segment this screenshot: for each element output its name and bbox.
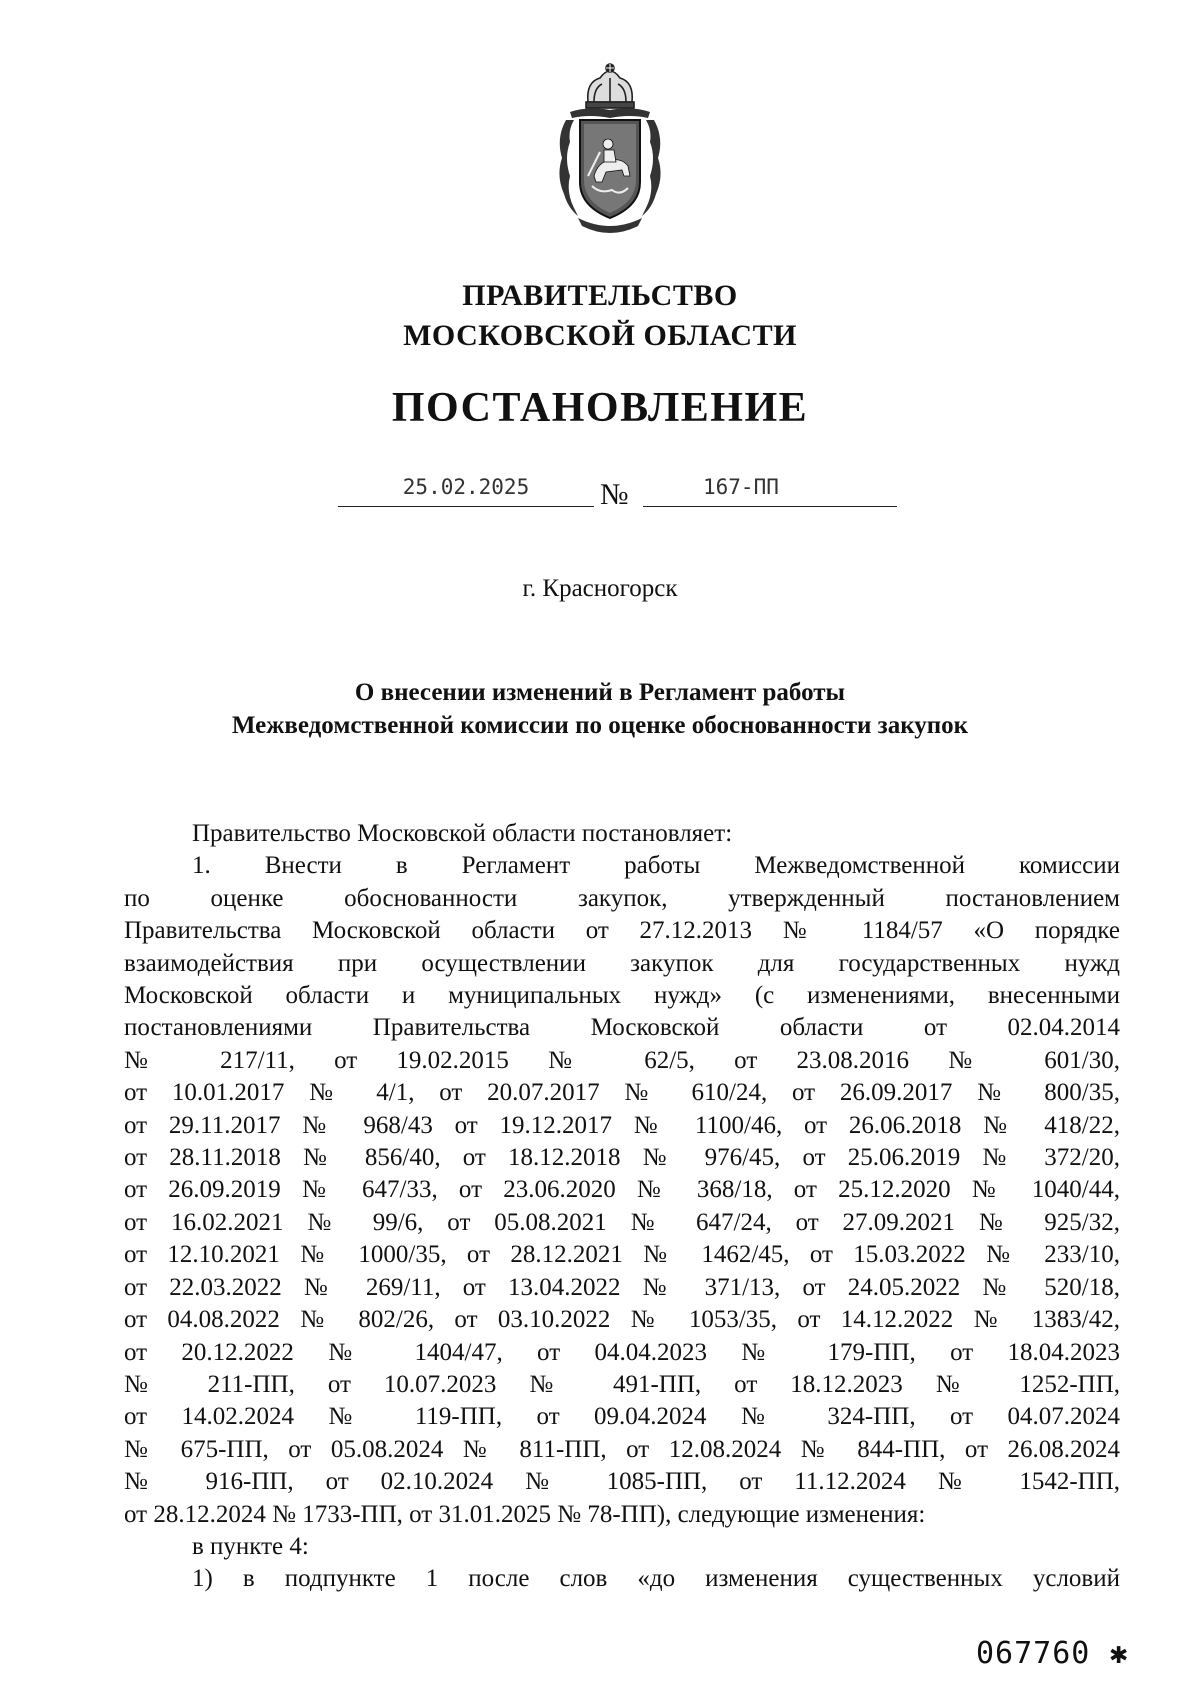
item-1-line: от 14.02.2024 № 119-ПП, от 09.04.2024 № 324-ПП, от 04.07.2024 [124, 1403, 1120, 1431]
footer-code: 067760 [976, 1636, 1091, 1671]
item-1-line: № 675-ПП, от 05.08.2024 № 811-ПП, от 12.08.2024 № 844-ПП, от 26.08.2024 [124, 1435, 1120, 1463]
document-title [150, 676, 1050, 742]
item-1-line: Правительства Московской области от 27.12.2013 № 1184/57 «О порядке [124, 917, 1120, 945]
barcode-number [976, 1636, 1129, 1672]
organization-name-line-2: МОСКОВСКОЙ ОБЛАСТИ [403, 319, 797, 352]
item-1-line: от 28.12.2024 № 1733-ПП, от 31.01.2025 № 78-ПП), следующие изменения: [124, 1500, 926, 1528]
registration-number-field [643, 472, 897, 507]
item-1-line: от 12.10.2021 № 1000/35, от 28.12.2021 № 1462/45, от 15.03.2022 № 233/10, [124, 1241, 1120, 1269]
item-1-line: от 16.02.2021 № 99/6, от 05.08.2021 № 647/24, от 27.09.2021 № 925/32, [124, 1208, 1120, 1236]
item-1-line: Московской области и муниципальных нужд» (с изменениями, внесенными [124, 982, 1120, 1010]
item-1-line: от 28.11.2018 № 856/40, от 18.12.2018 № 976/45, от 25.06.2019 № 372/20, [124, 1144, 1120, 1172]
item-1-line: от 26.09.2019 № 647/33, от 23.06.2020 № 368/18, от 25.12.2020 № 1040/44, [124, 1176, 1120, 1204]
item-1-line: № 211-ПП, от 10.07.2023 № 491-ПП, от 18.12.2023 № 1252-ПП, [124, 1370, 1120, 1398]
item-1-line: взаимодействия при осуществлении закупок для государственных нужд [124, 949, 1120, 977]
item-1-line: от 22.03.2022 № 269/11, от 13.04.2022 № 371/13, от 24.05.2022 № 520/18, [124, 1273, 1120, 1301]
document-title-line-2: Межведомственной комиссии по оценке обоснованности закупок [231, 712, 969, 739]
item-1-paragraph [124, 850, 1120, 1531]
item-1-line: от 10.01.2017 № 4/1, от 20.07.2017 № 610/24, от 26.09.2017 № 800/35, [124, 1079, 1120, 1107]
subsection: в пункте 4: [192, 1532, 309, 1560]
document-type: ПОСТАНОВЛЕНИЕ [391, 385, 809, 431]
city: г. Красногорск [522, 575, 678, 602]
asterisk-icon: ✱ [1109, 1636, 1129, 1671]
item-1-line: от 20.12.2022 № 1404/47, от 04.04.2023 № 179-ПП, от 18.04.2023 [124, 1338, 1120, 1366]
number-sign: № [600, 478, 629, 511]
item-1-line: по оценке обоснованности закупок, утвержденный постановлением [124, 884, 1120, 912]
item-1-line: от 04.08.2022 № 802/26, от 03.10.2022 № 1053/35, от 14.12.2022 № 1383/42, [124, 1306, 1120, 1334]
document-title-line-1: О внесении изменений в Регламент работы [354, 679, 846, 706]
coat-of-arms-icon [548, 58, 672, 236]
organization-name [300, 276, 900, 356]
document-body [124, 818, 1120, 1596]
registration-date: 25.02.2025 [338, 472, 594, 507]
preamble: Правительство Московской области постановляет: [192, 820, 733, 847]
item-1-line: № 916-ПП, от 02.10.2024 № 1085-ПП, от 11.12.2024 № 1542-ПП, [124, 1468, 1120, 1496]
subitem-1: 1) в подпункте 1 после слов «до изменения существенных условий [192, 1565, 1120, 1593]
item-1-line: 1. Внести в Регламент работы Межведомственной комиссии [192, 852, 1120, 880]
registration-number: 167-ПП [703, 475, 779, 499]
organization-name-line-1: ПРАВИТЕЛЬСТВО [462, 279, 738, 312]
item-1-line: № 217/11, от 19.02.2015 № 62/5, от 23.08.2016 № 601/30, [124, 1046, 1120, 1074]
item-1-line: от 29.11.2017 № 968/43 от 19.12.2017 № 1100/46, от 26.06.2018 № 418/22, [124, 1111, 1120, 1139]
item-1-line: постановлениями Правительства Московской области от 02.04.2014 [124, 1014, 1120, 1042]
